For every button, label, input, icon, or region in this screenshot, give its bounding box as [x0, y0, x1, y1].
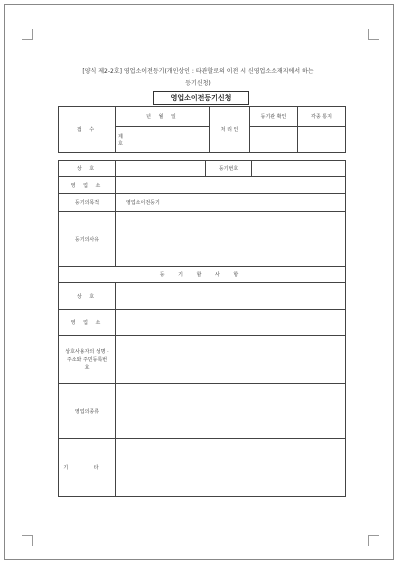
purpose-label: 등기의목적: [59, 194, 116, 212]
other-label: 영업의종류: [59, 384, 116, 439]
business-office-label: 영 업 소: [59, 177, 116, 194]
corner-mark-top-right: [368, 29, 379, 40]
cause-value[interactable]: [116, 212, 346, 267]
cause-label: 등기의사유: [59, 212, 116, 267]
business-office-value[interactable]: [116, 177, 346, 194]
purpose-value: 영업소이전등기: [116, 194, 346, 212]
section-header: 등 기 할 사 항: [59, 267, 346, 283]
business-office2-value[interactable]: [116, 310, 346, 336]
form-heading-line2: 등기신청): [185, 80, 211, 87]
form-heading-line1: [양식 제2-2호] 영업소이전등기(개인상인 : 타관할로의 이전 시 신영업소소재지에서 하는: [82, 68, 314, 75]
receipt-table: [58, 106, 346, 153]
trade-name-label: 상 호: [59, 161, 116, 177]
business-office2-label: 영 업 소: [59, 310, 116, 336]
main-table: [58, 160, 346, 497]
notify-label: 각종 통지: [298, 107, 346, 127]
processing-label: 처 리 인: [210, 107, 250, 153]
form-heading: [48, 66, 348, 90]
trade-name2-label: 상 호: [59, 283, 116, 310]
receipt-label: 접 수: [59, 107, 116, 153]
other-value[interactable]: [116, 384, 346, 439]
corner-mark-top-left: [22, 29, 33, 40]
trader-value[interactable]: [116, 336, 346, 384]
check-label: 등기관 확인: [250, 107, 298, 127]
form-title: 영업소이전등기신청: [153, 91, 249, 105]
receipt-no-label: 제 호: [116, 127, 210, 153]
trade-name2-value[interactable]: [116, 283, 346, 310]
corner-mark-bottom-right: [368, 535, 379, 546]
notify-cell[interactable]: [298, 127, 346, 153]
reg-number-label: 등기번호: [206, 161, 252, 177]
corner-mark-bottom-left: [22, 535, 33, 546]
check-cell[interactable]: [250, 127, 298, 153]
reg-number-value[interactable]: [252, 161, 346, 177]
receipt-date-label: 년 월 일: [116, 107, 210, 127]
trade-name-value[interactable]: [116, 161, 206, 177]
misc-value[interactable]: [116, 439, 346, 497]
misc-label: 기 타: [59, 439, 116, 497]
trader-label: 상호사용자의 성명 · 주소와 주민등록번호: [59, 336, 116, 384]
